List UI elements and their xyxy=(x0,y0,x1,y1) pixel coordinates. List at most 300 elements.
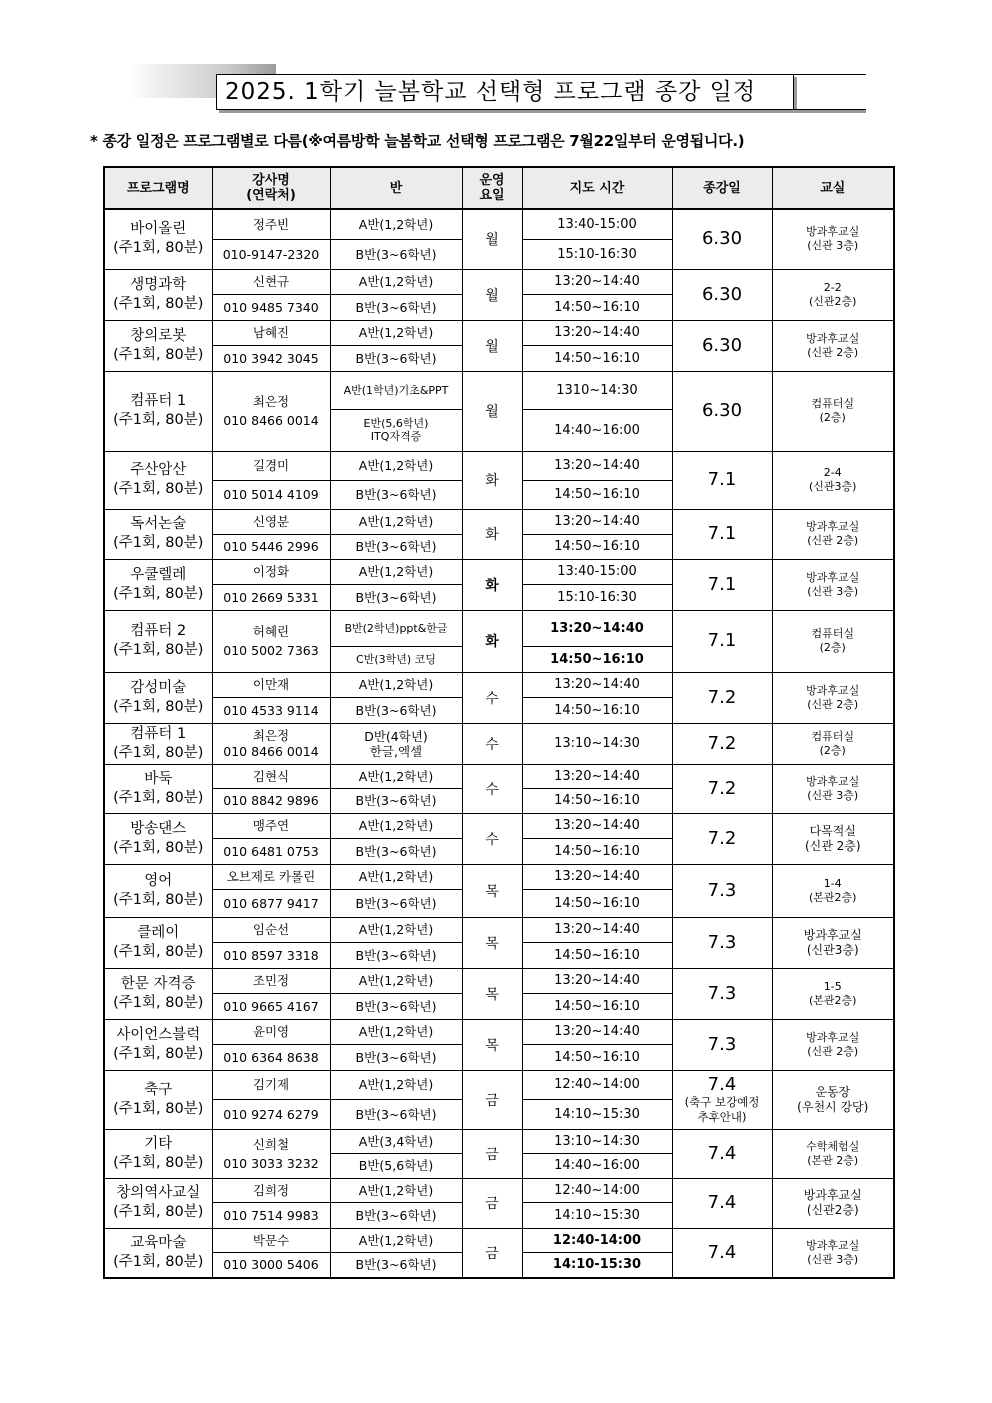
class-b: B반(3~6학년) xyxy=(330,889,462,917)
time-b: 14:50~16:10 xyxy=(522,534,672,559)
time-a: 12:40~14:00 xyxy=(522,1070,672,1099)
program-cell xyxy=(104,371,212,451)
room-cell xyxy=(772,269,894,320)
room-cell xyxy=(772,509,894,559)
class-d-subject: 한글,엑셀 xyxy=(369,743,423,759)
end-date: 7.1 xyxy=(672,610,772,672)
class-a: A반(1,2학년) xyxy=(330,209,462,239)
room-cell xyxy=(772,610,894,672)
title-tail xyxy=(784,74,866,110)
class-b: B반(3~6학년) xyxy=(330,480,462,509)
instructor-phone: 010 5446 2996 xyxy=(212,534,330,559)
room-name: 2-2 xyxy=(823,280,842,294)
instructor-name: 맹주연 xyxy=(212,813,330,838)
table-row xyxy=(104,209,894,239)
table-row xyxy=(104,1070,894,1099)
room-name: 수학체험실 xyxy=(806,1139,860,1153)
header-instructor-contact: (연락처) xyxy=(246,188,296,203)
instructor-phone: 010 4533 9114 xyxy=(212,697,330,723)
end-date: 7.3 xyxy=(672,864,772,917)
room-name: 컴퓨터실 xyxy=(811,627,854,640)
time-a: 13:20~14:40 xyxy=(522,813,672,838)
time-b: 14:50~16:10 xyxy=(522,889,672,917)
room-location: (2층) xyxy=(819,641,846,654)
room-name: 운동장 xyxy=(815,1084,851,1099)
end-date: 7.2 xyxy=(672,764,772,813)
instructor-phone: 010 8597 3318 xyxy=(212,942,330,968)
room-location: (본관 2층) xyxy=(807,1153,859,1167)
end-date: 7.4 xyxy=(672,1228,772,1278)
day-cell: 수 xyxy=(462,813,522,864)
class-a: A반(1,2학년) xyxy=(330,672,462,697)
class-a: A반(1,2학년) xyxy=(330,1178,462,1202)
end-date: 7.4 xyxy=(672,1129,772,1178)
room-name: 컴퓨터실 xyxy=(811,729,854,743)
room-cell xyxy=(772,1070,894,1129)
time-b: 15:10-16:30 xyxy=(522,584,672,610)
time-b: 14:50~16:10 xyxy=(522,697,672,723)
room-name: 방과후교실 xyxy=(806,683,860,697)
room-cell xyxy=(772,209,894,269)
class-a: A반(1,2학년) xyxy=(330,1070,462,1099)
instructor-name: 정주빈 xyxy=(212,209,330,239)
time-a: 13:20~14:40 xyxy=(522,509,672,534)
header-instructor-name: 강사명 xyxy=(252,173,290,188)
program-name: 한문 자격증 xyxy=(120,975,196,992)
end-date: 6.30 xyxy=(672,371,772,451)
instructor-phone: 010 8466 0014 xyxy=(223,413,319,428)
day-cell: 목 xyxy=(462,1019,522,1070)
instructor-name: 김희정 xyxy=(212,1178,330,1202)
program-cell xyxy=(104,610,212,672)
room-cell xyxy=(772,559,894,610)
table-row xyxy=(104,269,894,294)
program-name: 기타 xyxy=(144,1135,173,1152)
instructor-name: 허혜린 xyxy=(252,624,290,639)
class-b: B반(3~6학년) xyxy=(330,534,462,559)
instructor-cell xyxy=(212,1129,330,1178)
end-date-cell xyxy=(672,1070,772,1129)
program-cell xyxy=(104,451,212,509)
program-cell xyxy=(104,672,212,723)
time-a: 13:40-15:00 xyxy=(522,559,672,584)
room-cell xyxy=(772,917,894,968)
table-row xyxy=(104,968,894,993)
room-location: (신관 3층) xyxy=(807,239,859,253)
room-name: 방과후교실 xyxy=(803,1188,862,1202)
program-name: 감성미술 xyxy=(130,679,187,696)
program-cell xyxy=(104,723,212,764)
table-row xyxy=(104,451,894,480)
room-name: 방과후교실 xyxy=(806,225,860,239)
program-name: 우쿨렐레 xyxy=(130,566,187,583)
end-date: 7.1 xyxy=(672,559,772,610)
instructor-name: 김현식 xyxy=(212,764,330,788)
class-cell xyxy=(330,723,462,764)
room-location: (우천시 강당) xyxy=(797,1099,869,1114)
class-b: B반(3~6학년) xyxy=(330,838,462,864)
instructor-phone: 010 5014 4109 xyxy=(212,480,330,509)
time-a: 13:10~14:30 xyxy=(522,723,672,764)
class-a: A반(1,2학년) xyxy=(330,559,462,584)
program-frequency: (주1회, 80분) xyxy=(113,698,204,715)
title-banner xyxy=(128,60,868,112)
program-frequency: (주1회, 80분) xyxy=(113,891,204,908)
day-cell: 금 xyxy=(462,1228,522,1278)
time-b: 14:50~16:10 xyxy=(522,993,672,1019)
header-end-date: 종강일 xyxy=(672,167,772,209)
instructor-name: 최은정 xyxy=(252,394,290,409)
class-a: A반(1,2학년) xyxy=(330,1228,462,1252)
instructor-phone: 010 6481 0753 xyxy=(212,838,330,864)
class-a: A반(1,2학년) xyxy=(330,813,462,838)
room-name: 컴퓨터실 xyxy=(811,397,854,410)
program-frequency: (주1회, 80분) xyxy=(113,943,204,960)
program-cell xyxy=(104,320,212,371)
program-frequency: (주1회, 80분) xyxy=(113,994,204,1011)
room-cell xyxy=(772,1129,894,1178)
time-a: 13:20~14:40 xyxy=(522,610,672,646)
end-date: 7.2 xyxy=(672,813,772,864)
class-a: A반(1,2학년) xyxy=(330,269,462,294)
program-frequency: (주1회, 80분) xyxy=(113,1253,204,1270)
program-frequency: (주1회, 80분) xyxy=(113,1204,204,1220)
time-a: 1310~14:30 xyxy=(522,371,672,409)
instructor-name: 신희철 xyxy=(252,1136,290,1152)
class-b: B반(3~6학년) xyxy=(330,1044,462,1070)
time-b: 14:10~15:30 xyxy=(522,1202,672,1228)
room-name: 2-4 xyxy=(823,466,842,479)
room-name: 방과후교실 xyxy=(806,1238,860,1252)
room-location: (신관3층) xyxy=(809,480,857,493)
day-cell: 월 xyxy=(462,371,522,451)
class-b: B반(3~6학년) xyxy=(330,345,462,371)
program-name: 생명과학 xyxy=(130,276,187,293)
room-location: (본관2층) xyxy=(809,890,857,904)
instructor-name: 이만재 xyxy=(212,672,330,697)
room-name: 방과후교실 xyxy=(806,570,860,584)
instructor-phone: 010 6877 9417 xyxy=(212,889,330,917)
class-a: A반(1,2학년) xyxy=(330,320,462,345)
class-b: B반(3~6학년) xyxy=(330,584,462,610)
end-date: 6.30 xyxy=(672,209,772,269)
class-b: B반(3~6학년) xyxy=(330,993,462,1019)
class-a: A반(1,2학년) xyxy=(330,764,462,788)
class-a: A반(1,2학년) xyxy=(330,917,462,942)
time-b: 14:10~15:30 xyxy=(522,1099,672,1129)
room-location: (본관2층) xyxy=(809,993,857,1007)
program-name: 컴퓨터 1 xyxy=(130,393,187,409)
day-cell: 수 xyxy=(462,723,522,764)
time-b: 15:10-16:30 xyxy=(522,239,672,269)
table-row xyxy=(104,371,894,409)
day-cell: 목 xyxy=(462,917,522,968)
instructor-phone: 010-9147-2320 xyxy=(212,239,330,269)
end-date: 7.2 xyxy=(672,672,772,723)
program-frequency: (주1회, 80분) xyxy=(113,295,204,312)
class-d: D반(4학년) xyxy=(364,728,428,744)
program-frequency: (주1회, 80분) xyxy=(113,1100,204,1117)
room-name: 방과후교실 xyxy=(806,331,860,345)
day-cell: 목 xyxy=(462,968,522,1019)
program-cell xyxy=(104,917,212,968)
time-b: 14:50~16:10 xyxy=(522,294,672,320)
room-cell xyxy=(772,968,894,1019)
time-b: 14:50~16:10 xyxy=(522,788,672,813)
room-cell xyxy=(772,764,894,813)
table-row xyxy=(104,864,894,889)
end-date-note-1: (축구 보강예정 xyxy=(684,1094,760,1109)
end-date: 7.4 xyxy=(707,1073,737,1095)
room-location: (신관 2층) xyxy=(807,534,859,547)
room-location: (신관3층) xyxy=(806,942,859,957)
instructor-phone: 010 9665 4167 xyxy=(212,993,330,1019)
program-name: 주산암산 xyxy=(130,462,187,478)
class-b: B반(3~6학년) xyxy=(330,1252,462,1278)
room-name: 1-4 xyxy=(823,876,842,890)
instructor-name: 최은정 xyxy=(252,727,290,743)
instructor-phone: 010 7514 9983 xyxy=(212,1202,330,1228)
program-frequency: (주1회, 80분) xyxy=(113,346,204,363)
time-b: 14:40~16:00 xyxy=(522,409,672,451)
end-date: 7.4 xyxy=(672,1178,772,1228)
table-row xyxy=(104,672,894,697)
program-frequency: (주1회, 80분) xyxy=(113,789,204,806)
class-a: A반(1,2학년) xyxy=(330,968,462,993)
table-row xyxy=(104,1178,894,1202)
table-row xyxy=(104,1019,894,1044)
class-b: B반(3~6학년) xyxy=(330,788,462,813)
program-cell xyxy=(104,968,212,1019)
day-cell: 월 xyxy=(462,269,522,320)
class-a: A반(1,2학년) xyxy=(330,451,462,480)
instructor-name: 박문수 xyxy=(212,1228,330,1252)
room-cell xyxy=(772,813,894,864)
room-cell xyxy=(772,451,894,509)
program-cell xyxy=(104,269,212,320)
day-cell: 월 xyxy=(462,209,522,269)
program-cell xyxy=(104,813,212,864)
table-row xyxy=(104,559,894,584)
class-a: A반(1,2학년) xyxy=(330,864,462,889)
program-name: 창의로봇 xyxy=(130,327,187,344)
instructor-phone: 010 3033 3232 xyxy=(223,1155,319,1171)
class-b: C반(3학년) 코딩 xyxy=(330,646,462,672)
instructor-phone: 010 9485 7340 xyxy=(212,294,330,320)
instructor-cell xyxy=(212,610,330,672)
time-a: 13:40-15:00 xyxy=(522,209,672,239)
instructor-phone: 010 8842 9896 xyxy=(212,788,330,813)
instructor-phone: 010 3942 3045 xyxy=(212,345,330,371)
program-cell xyxy=(104,209,212,269)
day-cell: 수 xyxy=(462,764,522,813)
room-location: (2층) xyxy=(819,743,846,757)
instructor-phone: 010 8466 0014 xyxy=(223,743,319,759)
program-frequency: (주1회, 80분) xyxy=(113,481,204,497)
day-cell: 금 xyxy=(462,1178,522,1228)
end-date: 6.30 xyxy=(672,320,772,371)
time-a: 13:20~14:40 xyxy=(522,968,672,993)
room-location: (신관2층) xyxy=(806,1203,859,1217)
room-cell xyxy=(772,864,894,917)
class-b: B반(3~6학년) xyxy=(330,1099,462,1129)
class-b: B반(5,6학년) xyxy=(330,1153,462,1178)
header-instructor xyxy=(212,167,330,209)
room-name: 1-5 xyxy=(823,979,842,993)
end-date: 7.3 xyxy=(672,1019,772,1070)
program-name: 창의역사교실 xyxy=(116,1185,201,1201)
program-cell xyxy=(104,1019,212,1070)
class-b: B반(3~6학년) xyxy=(330,294,462,320)
day-cell: 금 xyxy=(462,1129,522,1178)
room-cell xyxy=(772,723,894,764)
table-row xyxy=(104,917,894,942)
room-location: (2층) xyxy=(819,411,846,424)
room-cell xyxy=(772,1178,894,1228)
room-location: (신관2층) xyxy=(809,294,857,308)
program-frequency: (주1회, 80분) xyxy=(113,642,204,658)
program-frequency: (주1회, 80분) xyxy=(113,240,204,257)
header-day xyxy=(462,167,522,209)
room-cell xyxy=(772,1019,894,1070)
program-frequency: (주1회, 80분) xyxy=(113,1154,204,1171)
room-name: 방과후교실 xyxy=(806,1030,860,1044)
header-day-1: 운영 xyxy=(479,173,505,188)
class-b: B반(3~6학년) xyxy=(330,1202,462,1228)
day-cell: 화 xyxy=(462,509,522,559)
day-cell: 화 xyxy=(462,451,522,509)
table-row xyxy=(104,723,894,764)
program-name: 컴퓨터 1 xyxy=(130,725,187,742)
class-a: A반(3,4학년) xyxy=(330,1129,462,1153)
time-a: 13:10~14:30 xyxy=(522,1129,672,1153)
instructor-phone: 010 5002 7363 xyxy=(223,643,319,658)
room-cell xyxy=(772,672,894,723)
program-name: 바둑 xyxy=(144,770,173,787)
program-frequency: (주1회, 80분) xyxy=(113,412,204,428)
day-cell: 화 xyxy=(462,559,522,610)
room-name: 방과후교실 xyxy=(803,927,862,942)
instructor-name: 길경미 xyxy=(212,451,330,480)
program-cell xyxy=(104,1178,212,1228)
table-row xyxy=(104,509,894,534)
program-name: 컴퓨터 2 xyxy=(130,623,187,639)
time-a: 13:20~14:40 xyxy=(522,917,672,942)
instructor-cell xyxy=(212,371,330,451)
table-row xyxy=(104,1129,894,1153)
day-cell: 금 xyxy=(462,1070,522,1129)
table-row xyxy=(104,610,894,646)
class-b: B반(3~6학년) xyxy=(330,942,462,968)
room-location: (신관 2층) xyxy=(804,838,861,853)
time-b: 14:50~16:10 xyxy=(522,942,672,968)
instructor-phone: 010 3000 5406 xyxy=(212,1252,330,1278)
time-b: 14:40~16:00 xyxy=(522,1153,672,1178)
program-name: 바이올린 xyxy=(130,221,187,238)
time-a: 13:20~14:40 xyxy=(522,764,672,788)
class-a: A반(1학년)기초&PPT xyxy=(330,371,462,409)
program-cell xyxy=(104,1070,212,1129)
program-cell xyxy=(104,559,212,610)
header-program: 프로그램명 xyxy=(104,167,212,209)
time-b: 14:50~16:10 xyxy=(522,838,672,864)
time-a: 12:40-14:00 xyxy=(522,1228,672,1252)
time-b: 14:50~16:10 xyxy=(522,480,672,509)
instructor-phone: 010 2669 5331 xyxy=(212,584,330,610)
program-name: 방송댄스 xyxy=(130,820,187,837)
time-b: 14:50~16:10 xyxy=(522,345,672,371)
time-a: 13:20~14:40 xyxy=(522,451,672,480)
instructor-phone: 010 6364 8638 xyxy=(212,1044,330,1070)
time-a: 13:20~14:40 xyxy=(522,1019,672,1044)
program-frequency: (주1회, 80분) xyxy=(113,535,204,551)
class-b: B반(3~6학년) xyxy=(330,697,462,723)
time-a: 12:40~14:00 xyxy=(522,1178,672,1202)
program-name: 축구 xyxy=(144,1081,173,1098)
room-location: (신관 2층) xyxy=(807,345,859,359)
class-a: A반(1,2학년) xyxy=(330,1019,462,1044)
instructor-cell xyxy=(212,723,330,764)
room-name: 다목적실 xyxy=(809,823,856,838)
class-a: B반(2학년)ppt&한글 xyxy=(330,610,462,646)
room-cell xyxy=(772,371,894,451)
program-name: 독서논술 xyxy=(130,516,187,532)
schedule-note: * 종강 일정은 프로그램별로 다름(※여름방학 늘봄학교 선택형 프로그램은 7월22일부터 운영됩니다.) xyxy=(90,132,745,150)
program-frequency: (주1회, 80분) xyxy=(113,839,204,856)
program-cell xyxy=(104,864,212,917)
header-day-2: 요일 xyxy=(479,188,505,203)
day-cell: 월 xyxy=(462,320,522,371)
class-b: B반(3~6학년) xyxy=(330,239,462,269)
room-name: 방과후교실 xyxy=(806,774,860,788)
time-b: 14:50~16:10 xyxy=(522,1044,672,1070)
program-name: 사이언스블럭 xyxy=(116,1026,201,1043)
schedule-table xyxy=(103,166,895,1279)
table-row xyxy=(104,813,894,838)
time-a: 13:20~14:40 xyxy=(522,864,672,889)
end-date: 6.30 xyxy=(672,269,772,320)
table-row xyxy=(104,764,894,788)
end-date: 7.1 xyxy=(672,451,772,509)
program-frequency: (주1회, 80분) xyxy=(113,744,204,761)
room-cell xyxy=(772,1228,894,1278)
class-b-line1: E반(5,6학년) xyxy=(363,417,429,430)
header-class: 반 xyxy=(330,167,462,209)
instructor-name: 임순선 xyxy=(212,917,330,942)
table-row xyxy=(104,1228,894,1252)
instructor-name: 이정화 xyxy=(212,559,330,584)
class-a: A반(1,2학년) xyxy=(330,509,462,534)
header-time: 지도 시간 xyxy=(522,167,672,209)
room-name: 방과후교실 xyxy=(806,520,860,533)
instructor-name: 윤미영 xyxy=(212,1019,330,1044)
room-location: (신관 3층) xyxy=(807,1252,859,1266)
instructor-name: 남혜진 xyxy=(212,320,330,345)
program-name: 영어 xyxy=(144,872,173,889)
program-frequency: (주1회, 80분) xyxy=(113,1045,204,1062)
header-row xyxy=(104,167,894,209)
program-cell xyxy=(104,1129,212,1178)
time-a: 13:20~14:40 xyxy=(522,320,672,345)
program-name: 교육마술 xyxy=(130,1234,187,1251)
day-cell: 목 xyxy=(462,864,522,917)
room-location: (신관 3층) xyxy=(807,788,859,802)
program-cell xyxy=(104,1228,212,1278)
end-date: 7.3 xyxy=(672,917,772,968)
time-b: 14:10-15:30 xyxy=(522,1252,672,1278)
end-date: 7.1 xyxy=(672,509,772,559)
class-b-line2: ITQ자격증 xyxy=(370,430,422,443)
